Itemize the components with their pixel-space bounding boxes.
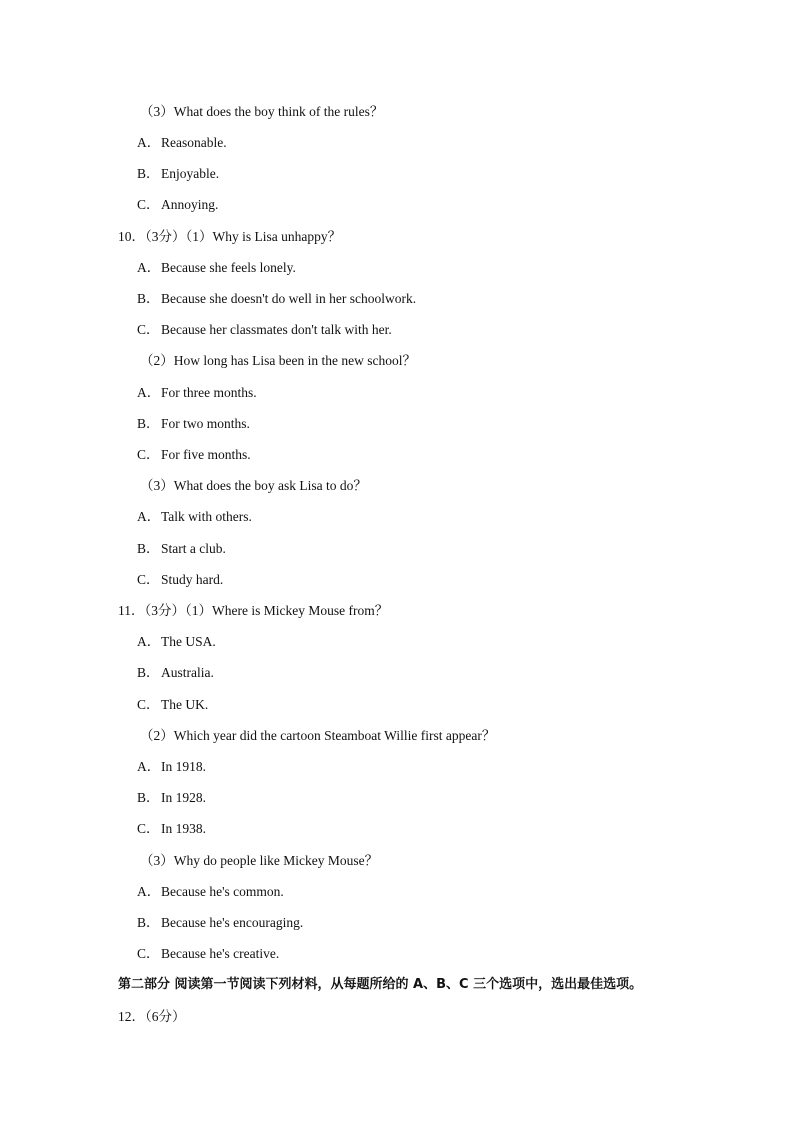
option-letter: C． [137,197,160,212]
answer-option [137,883,284,901]
option-letter: A． [137,385,161,400]
option-text: For three months. [161,385,257,400]
answer-option [137,196,218,214]
question-header: 11．（3分）（1）Where is Mickey Mouse from？ [118,603,389,618]
answer-option [137,571,223,589]
option-letter: A． [137,260,161,275]
option-letter: C． [137,697,160,712]
answer-option [137,321,392,339]
answer-option [137,165,219,183]
option-text: Because she doesn't do well in her schoolwork. [161,291,417,306]
question-prompt: （3）What does the boy ask Lisa to do？ [140,478,367,493]
option-letter: B． [137,166,160,181]
answer-option [137,290,416,308]
option-text: Talk with others. [161,509,252,524]
option-text: Reasonable. [161,135,227,150]
option-text: Start a club. [161,541,226,556]
option-letter: A． [137,135,161,150]
option-text: Study hard. [161,572,224,587]
answer-option [137,789,206,807]
option-text: Because he's common. [161,884,284,899]
answer-option [137,384,257,402]
answer-option [137,633,216,651]
option-text: In 1918. [161,759,206,774]
option-text: The USA. [161,634,216,649]
option-letter: C． [137,946,160,961]
option-letter: B． [137,915,160,930]
option-letter: B． [137,291,160,306]
option-text: Because he's creative. [161,946,280,961]
answer-option [137,820,206,838]
answer-option [137,914,303,932]
answer-option [137,758,206,776]
option-letter: B． [137,541,160,556]
option-letter: C． [137,447,160,462]
option-letter: A． [137,884,161,899]
answer-option [137,259,296,277]
question-prompt: （3）Why do people like Mickey Mouse？ [140,853,379,868]
option-text: Because her classmates don't talk with her. [161,322,392,337]
answer-option [137,446,251,464]
option-letter: A． [137,759,161,774]
answer-option [137,696,208,714]
option-text: For two months. [161,416,250,431]
answer-option [137,945,279,963]
option-letter: C． [137,322,160,337]
answer-option [137,508,252,526]
option-text: Because she feels lonely. [161,260,296,275]
question-prompt: （2）Which year did the cartoon Steamboat Willie first appear？ [140,728,496,743]
option-text: Because he's encouraging. [161,915,304,930]
option-text: Annoying. [161,197,219,212]
answer-option [137,134,227,152]
option-text: In 1928. [161,790,206,805]
answer-option [137,415,250,433]
question-header: 10．（3分）（1）Why is Lisa unhappy？ [118,229,342,244]
option-letter: A． [137,634,161,649]
section-heading: 第二部分 阅读第一节阅读下列材料，从每题所给的 A、B、C 三个选项中，选出最佳选项。 [118,977,643,992]
option-letter: B． [137,416,160,431]
question-prompt: （2）How long has Lisa been in the new school？ [140,353,416,368]
option-text: The UK. [161,697,209,712]
answer-option [137,540,226,558]
question-prompt: （3）What does the boy think of the rules？ [140,104,384,119]
option-letter: B． [137,790,160,805]
option-text: Enjoyable. [161,166,220,181]
option-letter: C． [137,821,160,836]
option-text: Australia. [161,665,214,680]
question-header: 12．（6分） [118,1009,186,1024]
option-text: For five months. [161,447,251,462]
option-text: In 1938. [161,821,206,836]
option-letter: B． [137,665,160,680]
option-letter: C． [137,572,160,587]
answer-option [137,664,214,682]
option-letter: A． [137,509,161,524]
